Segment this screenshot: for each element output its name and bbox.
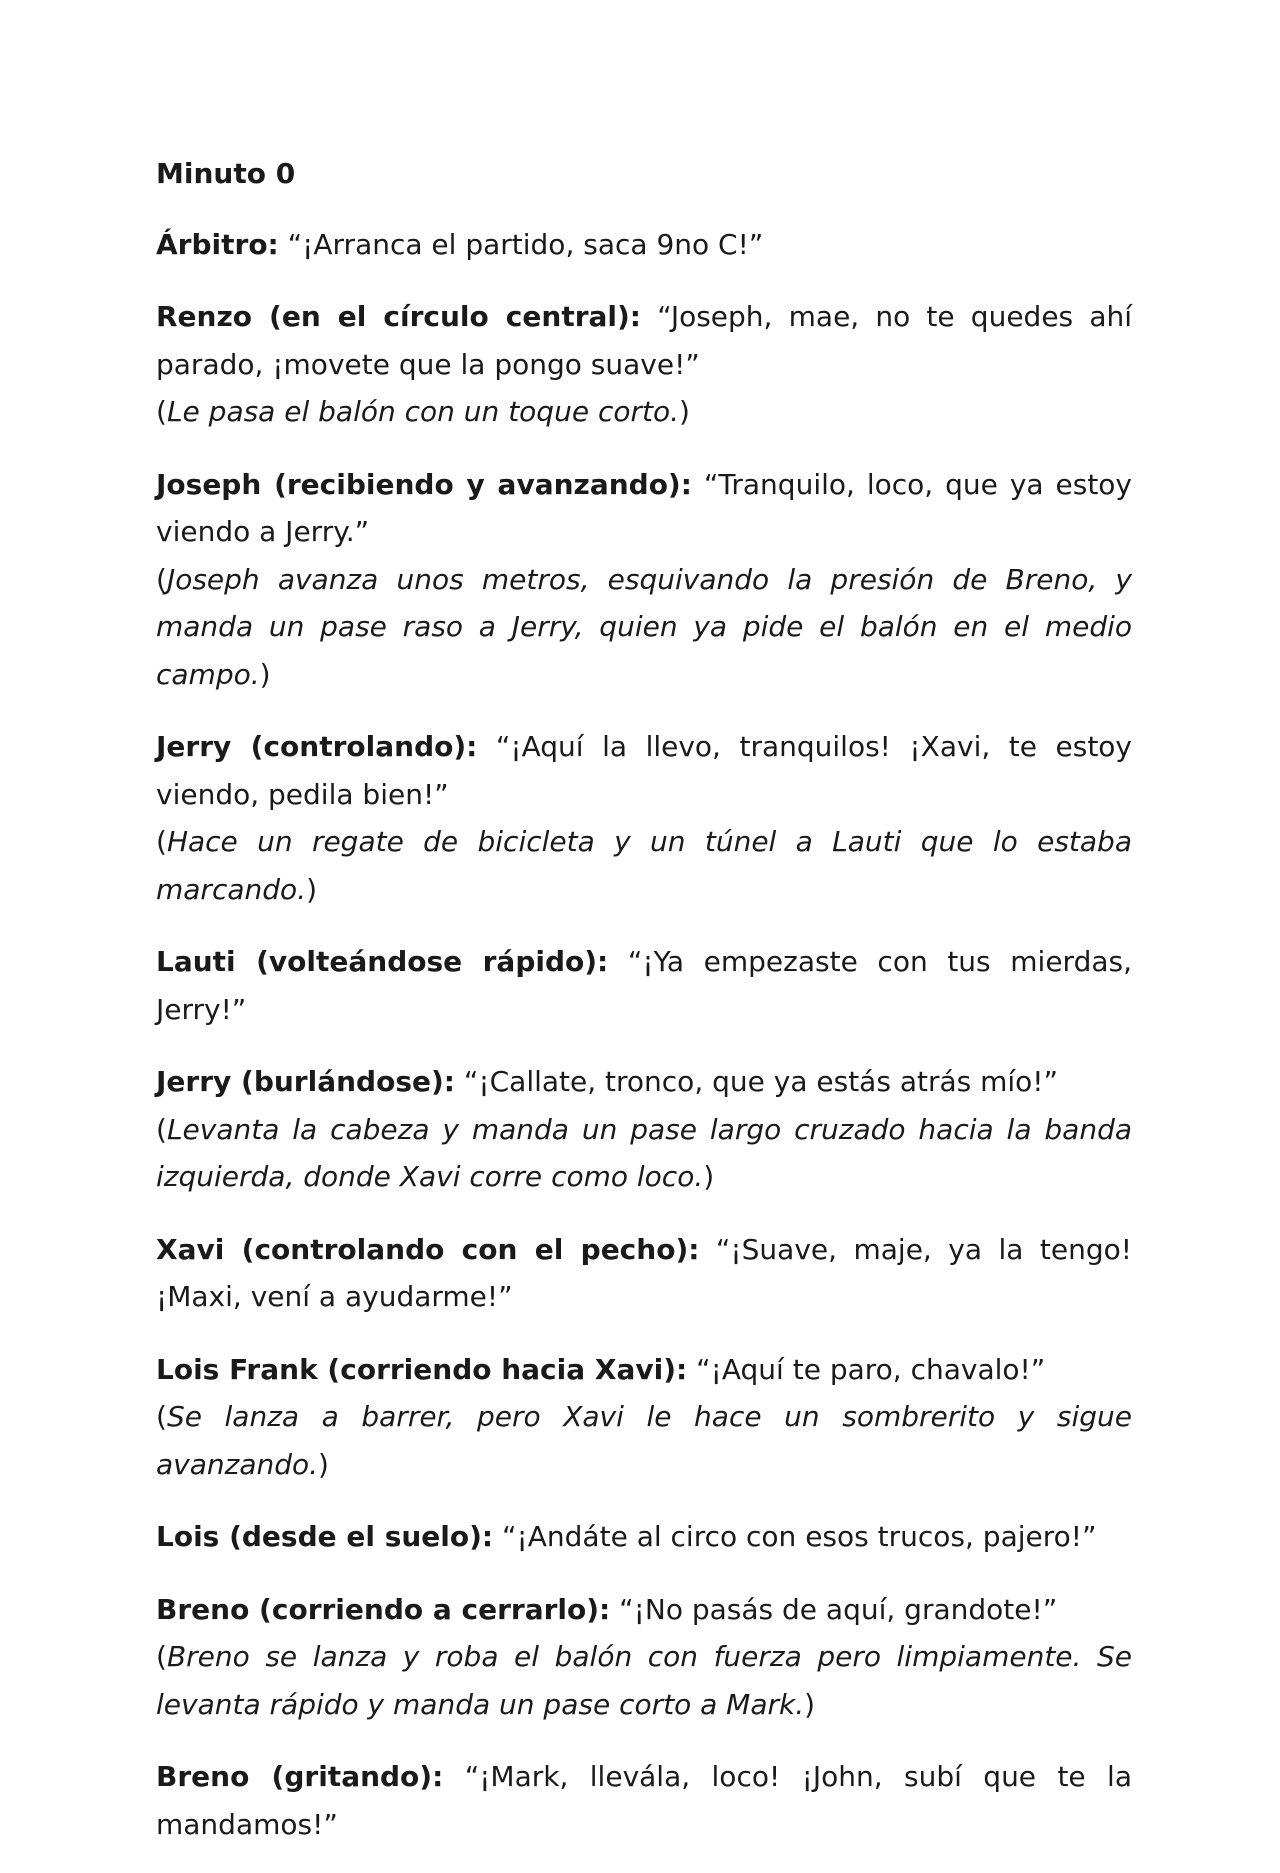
speaker-label: Jerry (controlando): — [156, 730, 478, 763]
spoken-text: “¡Ya empezaste con tus mierdas, Jerry!” — [156, 945, 1132, 1026]
dialogue-line — [156, 1753, 1132, 1848]
dialogue-entry — [156, 1226, 1132, 1321]
spoken-text: “Tranquilo, loco, que ya estoy viendo a Jerry.” — [156, 467, 1132, 548]
stage-direction: (Joseph avanza unos metros, esquivando la presión de Breno, y manda un pase raso a Jerry, quien ya pide el balón en el medio campo.) — [156, 562, 1132, 691]
spoken-text: “¡Aquí la llevo, tranquilos! ¡Xavi, te estoy viendo, pedila bien!” — [156, 730, 1132, 811]
stage-direction-text: Le pasa el balón con un toque corto. — [166, 395, 680, 428]
spoken-text: “¡Suave, maje, ya la tengo! ¡Maxi, vení a ayudarme!” — [156, 1232, 1132, 1313]
dialogue-entry — [156, 938, 1132, 1033]
spoken-text: “¡No pasás de aquí, grandote!” — [619, 1592, 1058, 1626]
dialogue-line — [156, 938, 1132, 1033]
dialogue-entry — [156, 293, 1132, 436]
dialogue-line — [156, 221, 1132, 269]
dialogue-entry — [156, 1513, 1132, 1561]
dialogue-line — [156, 1513, 1132, 1561]
spoken-text: “¡Mark, llevála, loco! ¡John, subí que te la mandamos!” — [156, 1760, 1132, 1841]
dialogue-entry — [156, 1753, 1132, 1848]
stage-direction-text: Hace un regate de bicicleta y un túnel a Lauti que lo estaba marcando. — [156, 825, 1132, 906]
dialogue-line — [156, 1226, 1132, 1321]
speaker-label: Breno (corriendo a cerrarlo): — [156, 1592, 611, 1626]
speaker-label: Jerry (burlándose): — [156, 1065, 455, 1098]
stage-direction: (Se lanza a barrer, pero Xavi le hace un sombrerito y sigue avanzando.) — [156, 1400, 1132, 1481]
dialogue-entry — [156, 1058, 1132, 1201]
document-page — [156, 150, 1132, 1873]
speaker-label: Lauti (volteándose rápido): — [156, 945, 609, 978]
stage-direction-text: Se lanza a barrer, pero Xavi le hace un sombrerito y sigue avanzando. — [156, 1400, 1132, 1481]
speaker-label: Xavi (controlando con el pecho): — [156, 1232, 700, 1266]
stage-direction: (Levanta la cabeza y manda un pase largo cruzado hacia la banda izquierda, donde Xavi corre como loco.) — [156, 1112, 1132, 1193]
dialogue-line — [156, 1586, 1132, 1634]
spoken-text: “¡Aquí te paro, chavalo!” — [696, 1352, 1046, 1386]
dialogue-entry — [156, 1586, 1132, 1729]
speaker-label: Lois Frank (corriendo hacia Xavi): — [156, 1352, 688, 1386]
spoken-text: “Joseph, mae, no te quedes ahí parado, ¡movete que la pongo suave!” — [156, 300, 1133, 381]
speaker-label: Breno (gritando): — [156, 1760, 444, 1793]
spoken-text: “¡Arranca el partido, saca 9no C!” — [287, 227, 764, 261]
spoken-text: “¡Andáte al circo con esos trucos, pajero!” — [502, 1520, 1097, 1553]
dialogue-entry — [156, 723, 1132, 913]
dialogue-entry — [156, 221, 1132, 269]
speaker-label: Árbitro: — [156, 227, 279, 261]
dialogue-line — [156, 1346, 1132, 1394]
stage-direction: (Hace un regate de bicicleta y un túnel a Lauti que lo estaba marcando.) — [156, 825, 1132, 906]
stage-direction: (Le pasa el balón con un toque corto.) — [156, 395, 690, 428]
dialogue-line — [156, 293, 1132, 388]
speaker-label: Lois (desde el suelo): — [156, 1520, 494, 1553]
speaker-label: Joseph (recibiendo y avanzando): — [156, 467, 692, 501]
stage-direction-text: Joseph avanza unos metros, esquivando la presión de Breno, y manda un pase raso a Jerry, quien ya pide el balón en el medio campo. — [156, 562, 1132, 691]
dialogue-entry — [156, 1346, 1132, 1489]
dialogue-line — [156, 723, 1132, 818]
dialogue-list — [156, 221, 1132, 1849]
stage-direction: (Breno se lanza y roba el balón con fuerza pero limpiamente. Se levanta rápido y manda un pase corto a Mark.) — [156, 1640, 1132, 1721]
section-heading: Minuto 0 — [156, 157, 296, 190]
dialogue-entry — [156, 461, 1132, 699]
spoken-text: “¡Callate, tronco, que ya estás atrás mío!” — [463, 1065, 1059, 1098]
stage-direction-text: Breno se lanza y roba el balón con fuerza pero limpiamente. Se levanta rápido y manda un pase corto a Mark. — [156, 1640, 1132, 1721]
dialogue-line — [156, 461, 1132, 556]
dialogue-line — [156, 1058, 1132, 1106]
speaker-label: Renzo (en el círculo central): — [156, 300, 641, 333]
stage-direction-text: Levanta la cabeza y manda un pase largo cruzado hacia la banda izquierda, donde Xavi corre como loco. — [156, 1112, 1132, 1193]
